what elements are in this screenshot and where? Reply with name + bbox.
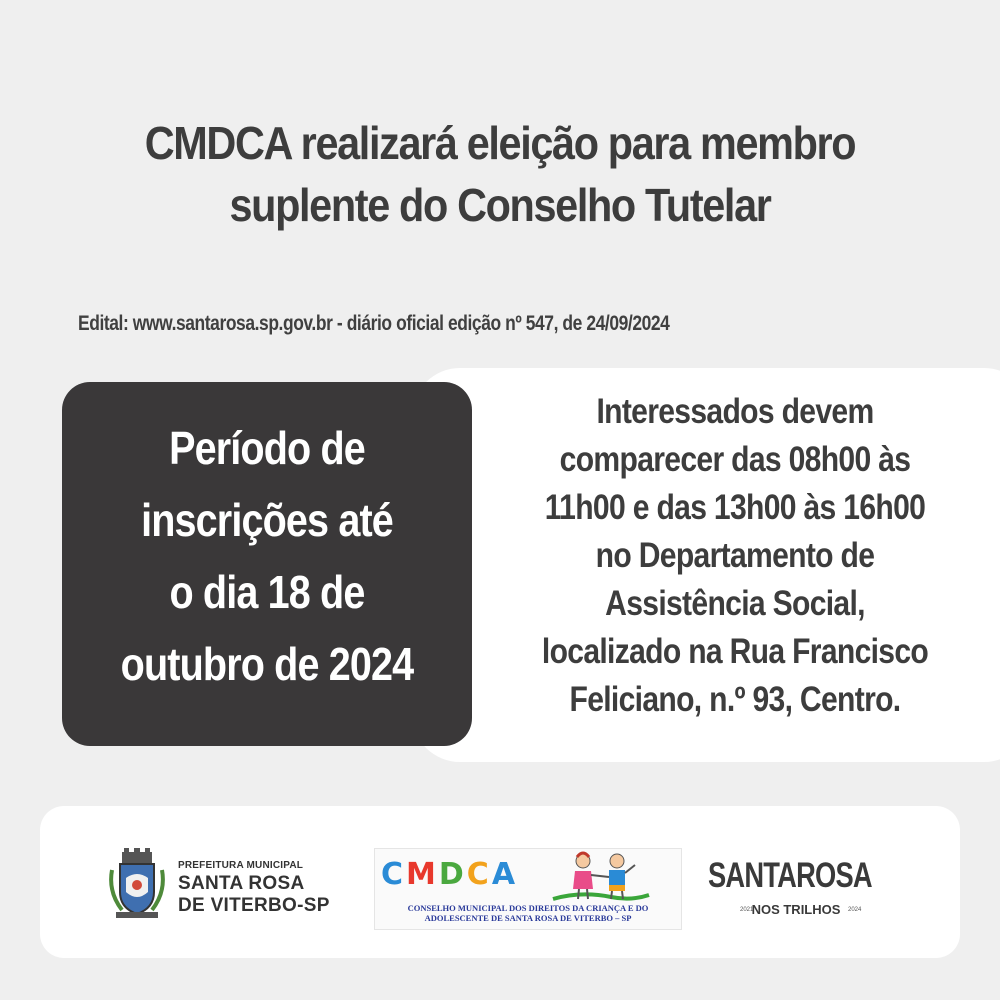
headline-line-2: suplente do Conselho Tutelar <box>229 179 771 231</box>
period-line: o dia 18 de <box>169 566 365 618</box>
cmdca-wordmark <box>381 857 518 892</box>
info-line: Assistência Social, <box>605 584 865 623</box>
info-line: 11h00 e das 13h00 às 16h00 <box>544 488 926 527</box>
city-name-line-2: DE VITERBO-SP <box>178 895 330 916</box>
edital-text: Edital: www.santarosa.sp.gov.br - diário oficial edição nº 547, de 24/09/2024 <box>78 312 670 335</box>
info-line: comparecer das 08h00 às <box>559 440 911 479</box>
info-line: localizado na Rua Francisco <box>541 632 929 671</box>
info-line: no Departamento de <box>595 536 875 575</box>
cmdca-letter: C <box>466 857 492 892</box>
info-line: Interessados devem <box>596 392 874 431</box>
cmdca-letter: M <box>406 857 439 892</box>
santa-rosa-nos-trilhos-logo <box>700 850 900 930</box>
headline-line-1: CMDCA realizará eleição para membro <box>144 117 856 169</box>
cmdca-letter: D <box>438 857 467 892</box>
cmdca-description <box>375 903 681 923</box>
prefeitura-logo <box>108 848 348 920</box>
registration-period-box <box>62 382 472 746</box>
logo-year-start: 2021 <box>740 907 754 913</box>
registration-period-text <box>62 412 472 700</box>
cmdca-description-line-1: CONSELHO MUNICIPAL DOS DIREITOS DA CRIANÇA E DO <box>407 903 649 913</box>
prefeitura-label: PREFEITURA MUNICIPAL <box>178 860 304 871</box>
city-name-line-1: SANTA ROSA <box>178 873 305 894</box>
nos-trilhos-label: NOS TRILHOS <box>751 902 841 917</box>
santa-rosa-wordmark: SANTAROSA <box>708 856 872 895</box>
period-line: inscrições até <box>141 494 393 546</box>
info-line: Feliciano, n.º 93, Centro. <box>569 680 901 719</box>
cmdca-letter: C <box>381 857 407 892</box>
cmdca-description-line-2: ADOLESCENTE DE SANTA ROSA DE VITERBO – SP <box>424 913 632 923</box>
children-illustration-icon <box>551 851 651 903</box>
logo-year-end: 2024 <box>848 907 862 913</box>
footer-logos <box>40 806 960 958</box>
period-line: Período de <box>169 422 365 474</box>
attendance-info <box>470 388 1000 724</box>
headline <box>86 112 914 236</box>
cmdca-letter: A <box>491 857 519 892</box>
cmdca-logo <box>374 848 682 930</box>
city-crest-icon <box>108 848 166 920</box>
period-line: outubro de 2024 <box>120 638 414 690</box>
